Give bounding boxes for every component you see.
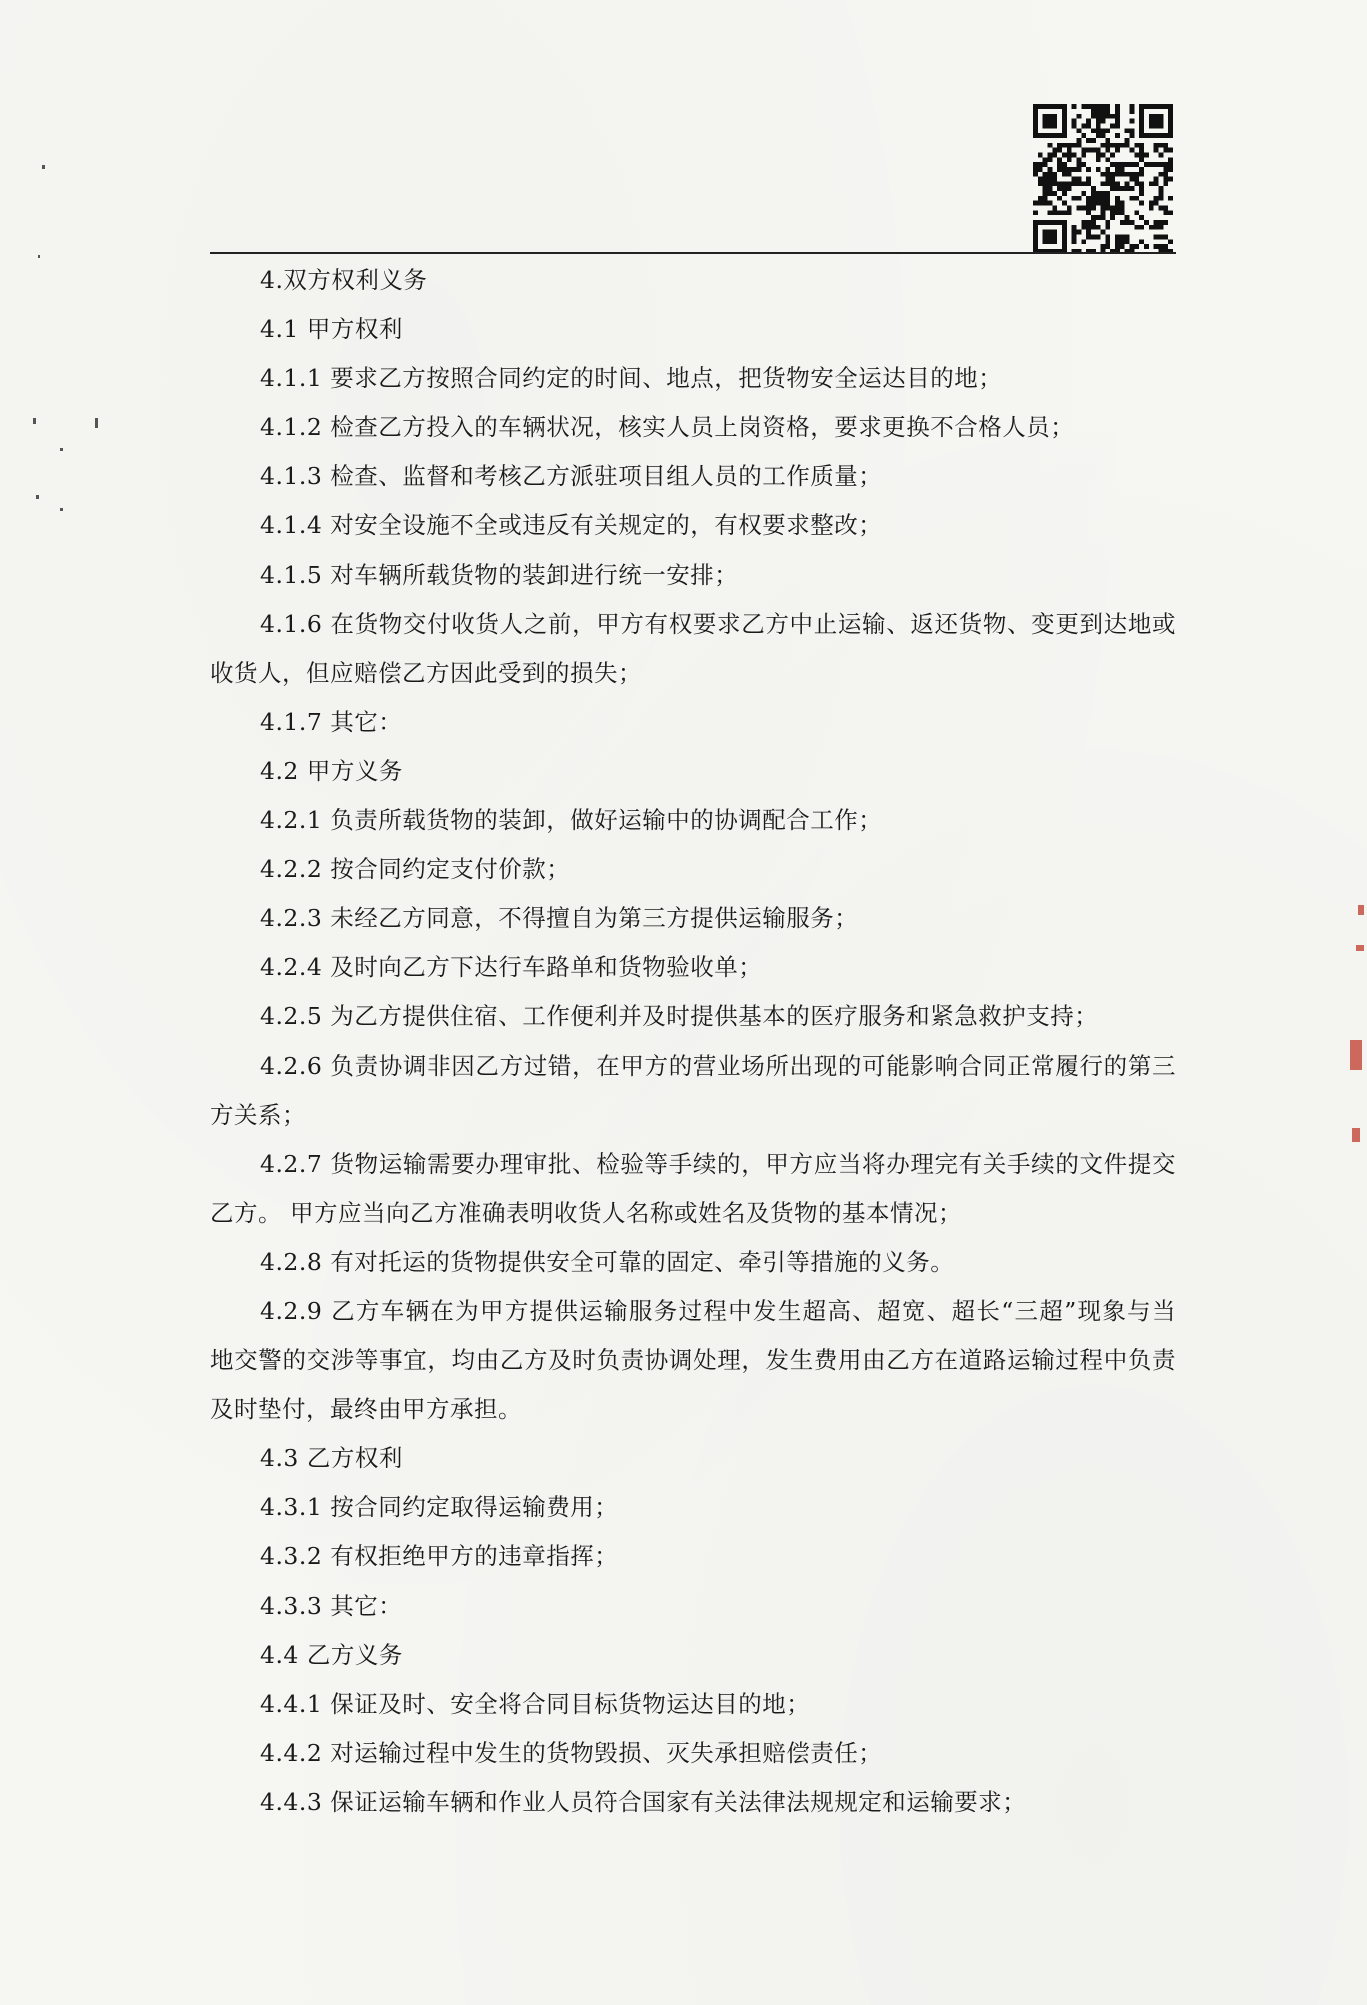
text-line: 4.2 甲方义务	[260, 756, 403, 785]
scan-mark	[36, 495, 39, 499]
text-line: 4.2.2 按合同约定支付价款；	[260, 855, 571, 884]
text-line: 4.3 乙方权利	[260, 1444, 403, 1473]
text-line: 4.1.2 检查乙方投入的车辆状况，核实人员上岗资格，要求更换不合格人员；	[260, 413, 1075, 442]
text-line: 4.1.4 对安全设施不全或违反有关规定的，有权要求整改；	[260, 511, 883, 540]
text-line: 方关系；	[210, 1100, 306, 1129]
text-line: 4.2.7 货物运输需要办理审批、检验等手续的，甲方应当将办理完有关手续的文件提交	[260, 1149, 1176, 1178]
text-line: 4.1.3 检查、监督和考核乙方派驻项目组人员的工作质量；	[260, 462, 883, 491]
text-line: 4.1.1 要求乙方按照合同约定的时间、地点，把货物安全运达目的地；	[260, 364, 1003, 393]
scan-mark	[42, 165, 45, 169]
header-rule	[210, 252, 1176, 254]
text-line: 4.2.6 负责协调非因乙方过错，在甲方的营业场所出现的可能影响合同正常履行的第三	[260, 1051, 1176, 1080]
text-line: 4.4 乙方义务	[260, 1640, 403, 1669]
scan-mark	[60, 448, 63, 451]
text-line: 4.3.3 其它：	[260, 1591, 403, 1620]
scan-mark	[95, 418, 98, 428]
text-line: 4.2.9 乙方车辆在为甲方提供运输服务过程中发生超高、超宽、超长“三超”现象与当	[260, 1296, 1176, 1325]
scan-mark	[1352, 1128, 1360, 1142]
text-line: 4.1.7 其它：	[260, 707, 403, 736]
scan-mark	[38, 255, 40, 258]
text-line: 4.2.1 负责所载货物的装卸，做好运输中的协调配合工作；	[260, 806, 883, 835]
text-line: 收货人，但应赔偿乙方因此受到的损失；	[210, 658, 642, 687]
scan-mark	[60, 508, 63, 511]
text-line: 4.2.4 及时向乙方下达行车路单和货物验收单；	[260, 953, 763, 982]
text-line: 4.1.6 在货物交付收货人之前，甲方有权要求乙方中止运输、返还货物、变更到达地或	[260, 609, 1176, 638]
text-line: 4.2.3 未经乙方同意，不得擅自为第三方提供运输服务；	[260, 904, 859, 933]
text-line: 4.1.5 对车辆所载货物的装卸进行统一安排；	[260, 560, 739, 589]
text-line: 4.4.3 保证运输车辆和作业人员符合国家有关法律法规规定和运输要求；	[260, 1787, 1027, 1816]
text-line: 4.4.1 保证及时、安全将合同目标货物运达目的地；	[260, 1689, 811, 1718]
scan-mark	[1358, 905, 1364, 915]
scan-mark	[1356, 945, 1364, 951]
text-line: 及时垫付，最终由甲方承担。	[210, 1395, 522, 1424]
text-line: 地交警的交涉等事宜，均由乙方及时负责协调处理，发生费用由乙方在道路运输过程中负责	[210, 1346, 1176, 1375]
text-line: 4.4.2 对运输过程中发生的货物毁损、灭失承担赔偿责任；	[260, 1738, 883, 1767]
text-line: 4.2.5 为乙方提供住宿、工作便利并及时提供基本的医疗服务和紧急救护支持；	[260, 1002, 1099, 1031]
document-body	[210, 256, 1176, 1827]
text-line: 乙方。 甲方应当向乙方准确表明收货人名称或姓名及货物的基本情况；	[210, 1198, 962, 1227]
text-line: 4.双方权利义务	[260, 266, 428, 294]
text-line: 4.1 甲方权利	[260, 315, 403, 344]
text-line: 4.2.8 有对托运的货物提供安全可靠的固定、牵引等措施的义务。	[260, 1247, 955, 1276]
scan-mark	[1350, 1040, 1362, 1070]
scan-mark	[33, 418, 36, 424]
text-line: 4.3.2 有权拒绝甲方的违章指挥；	[260, 1542, 619, 1571]
qr-code-icon	[1033, 104, 1173, 254]
text-line: 4.3.1 按合同约定取得运输费用；	[260, 1493, 619, 1522]
